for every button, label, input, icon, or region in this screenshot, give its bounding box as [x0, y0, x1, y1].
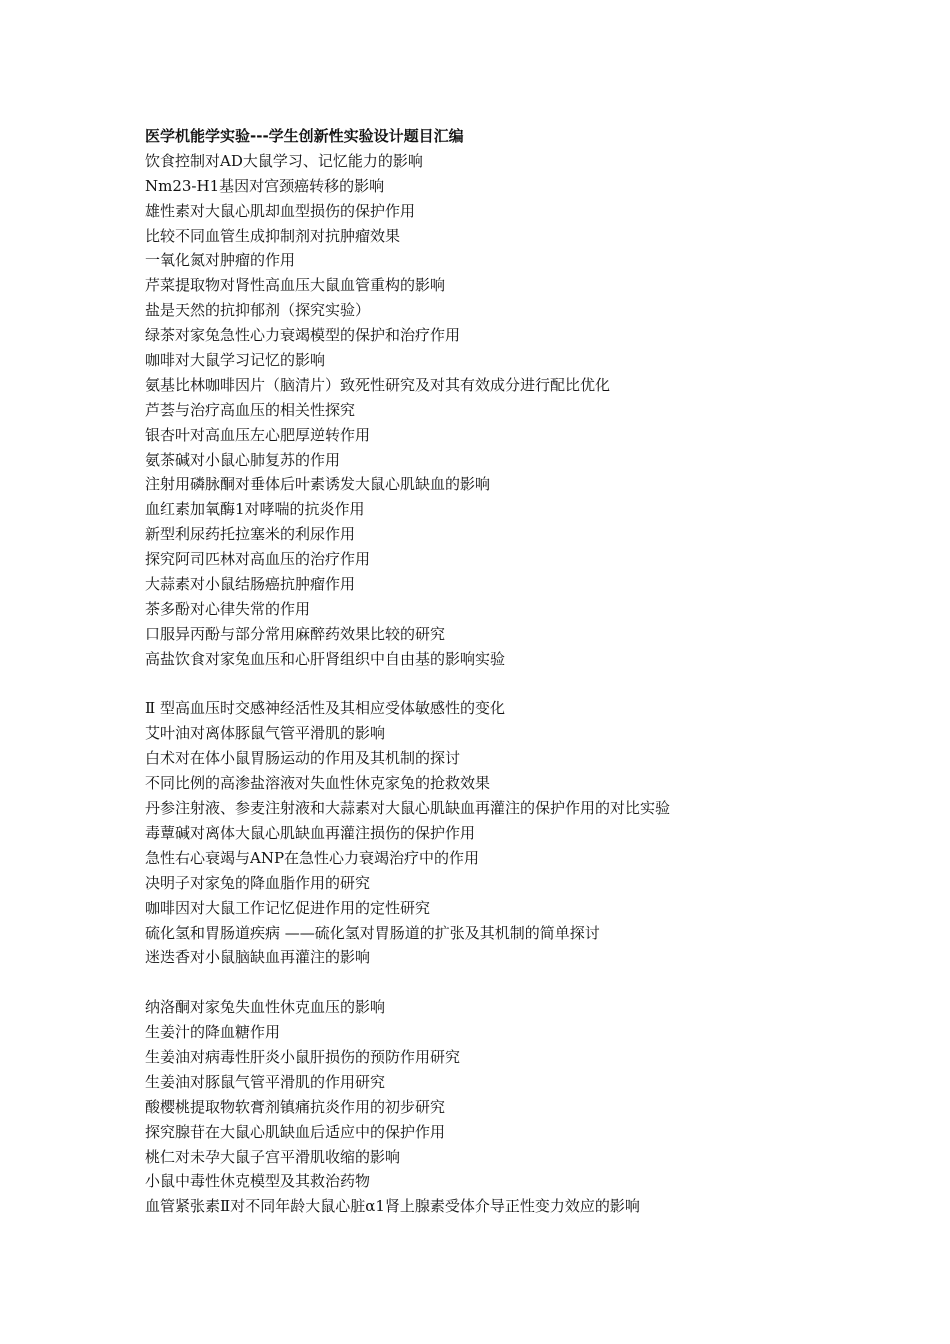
list-item: 新型利尿药托拉塞米的利尿作用 — [145, 525, 356, 544]
list-item: 探究阿司匹林对高血压的治疗作用 — [145, 550, 371, 569]
list-item: 艾叶油对离体豚鼠气管平滑肌的影响 — [145, 724, 386, 743]
list-item: 丹参注射液、参麦注射液和大蒜素对大鼠心肌缺血再灌注的保护作用的对比实验 — [145, 799, 671, 818]
list-item: 氨茶碱对小鼠心肺复苏的作用 — [145, 450, 341, 469]
list-item: 桃仁对未孕大鼠子宫平滑肌收缩的影响 — [145, 1147, 401, 1166]
list-item: 比较不同血管生成抑制剂对抗肿瘤效果 — [145, 226, 401, 245]
document-page — [145, 124, 905, 1219]
list-item: Nm23-H1基因对宫颈癌转移的影响 — [145, 176, 385, 195]
list-item: 口服异丙酚与部分常用麻醉药效果比较的研究 — [145, 624, 446, 643]
list-item: 咖啡对大鼠学习记忆的影响 — [145, 351, 326, 370]
list-item: 咖啡因对大鼠工作记忆促进作用的定性研究 — [145, 898, 431, 917]
list-item: 氨基比林咖啡因片（脑清片）致死性研究及对其有效成分进行配比优化 — [145, 375, 611, 394]
topic-group-2 — [145, 696, 905, 970]
list-item: 硫化氢和胃肠道疾病 ——硫化氢对胃肠道的扩张及其机制的简单探讨 — [145, 923, 600, 942]
list-item: 血管紧张素Ⅱ对不同年龄大鼠心脏α1肾上腺素受体介导正性变力效应的影响 — [145, 1197, 640, 1216]
topic-group-3 — [145, 995, 905, 1219]
list-item: 毒蕈碱对离体大鼠心肌缺血再灌注损伤的保护作用 — [145, 823, 476, 842]
list-item: 决明子对家兔的降血脂作用的研究 — [145, 873, 371, 892]
topic-group-1 — [145, 149, 905, 672]
list-item: 饮食控制对AD大鼠学习、记忆能力的影响 — [145, 151, 423, 170]
list-item: 血红素加氧酶1对哮喘的抗炎作用 — [145, 500, 365, 519]
list-item: 生姜油对豚鼠气管平滑肌的作用研究 — [145, 1072, 386, 1091]
list-item: 探究腺苷在大鼠心肌缺血后适应中的保护作用 — [145, 1122, 446, 1141]
list-item: 生姜油对病毒性肝炎小鼠肝损伤的预防作用研究 — [145, 1047, 461, 1066]
list-item: 芹菜提取物对肾性高血压大鼠血管重构的影响 — [145, 276, 446, 295]
list-item: 雄性素对大鼠心肌却血型损伤的保护作用 — [145, 201, 416, 220]
list-item: 急性右心衰竭与ANP在急性心力衰竭治疗中的作用 — [145, 848, 480, 867]
list-item: 盐是天然的抗抑郁剂（探究实验） — [145, 301, 371, 320]
blank-line — [145, 970, 905, 995]
list-item: 绿茶对家兔急性心力衰竭模型的保护和治疗作用 — [145, 326, 461, 345]
list-item: 生姜汁的降血糖作用 — [145, 1023, 281, 1042]
list-item: 不同比例的高渗盐溶液对失血性休克家兔的抢救效果 — [145, 774, 491, 793]
list-item: Ⅱ 型高血压时交感神经活性及其相应受体敏感性的变化 — [145, 699, 505, 718]
list-item: 白术对在体小鼠胃肠运动的作用及其机制的探讨 — [145, 749, 461, 768]
list-item: 一氧化氮对肿瘤的作用 — [145, 251, 296, 270]
document-title: 医学机能学实验---学生创新性实验设计题目汇编 — [145, 127, 464, 145]
list-item: 高盐饮食对家兔血压和心肝肾组织中自由基的影响实验 — [145, 649, 506, 668]
list-item: 纳洛酮对家兔失血性休克血压的影响 — [145, 998, 386, 1017]
list-item: 酸樱桃提取物软膏剂镇痛抗炎作用的初步研究 — [145, 1097, 446, 1116]
list-item: 小鼠中毒性休克模型及其救治药物 — [145, 1172, 371, 1191]
list-item: 大蒜素对小鼠结肠癌抗肿瘤作用 — [145, 575, 356, 594]
list-item: 芦荟与治疗高血压的相关性探究 — [145, 400, 356, 419]
list-item: 银杏叶对高血压左心肥厚逆转作用 — [145, 425, 371, 444]
list-item: 注射用磷脉酮对垂体后叶素诱发大鼠心肌缺血的影响 — [145, 475, 491, 494]
blank-line — [145, 672, 905, 697]
list-item: 茶多酚对心律失常的作用 — [145, 599, 311, 618]
list-item: 迷迭香对小鼠脑缺血再灌注的影响 — [145, 948, 371, 967]
